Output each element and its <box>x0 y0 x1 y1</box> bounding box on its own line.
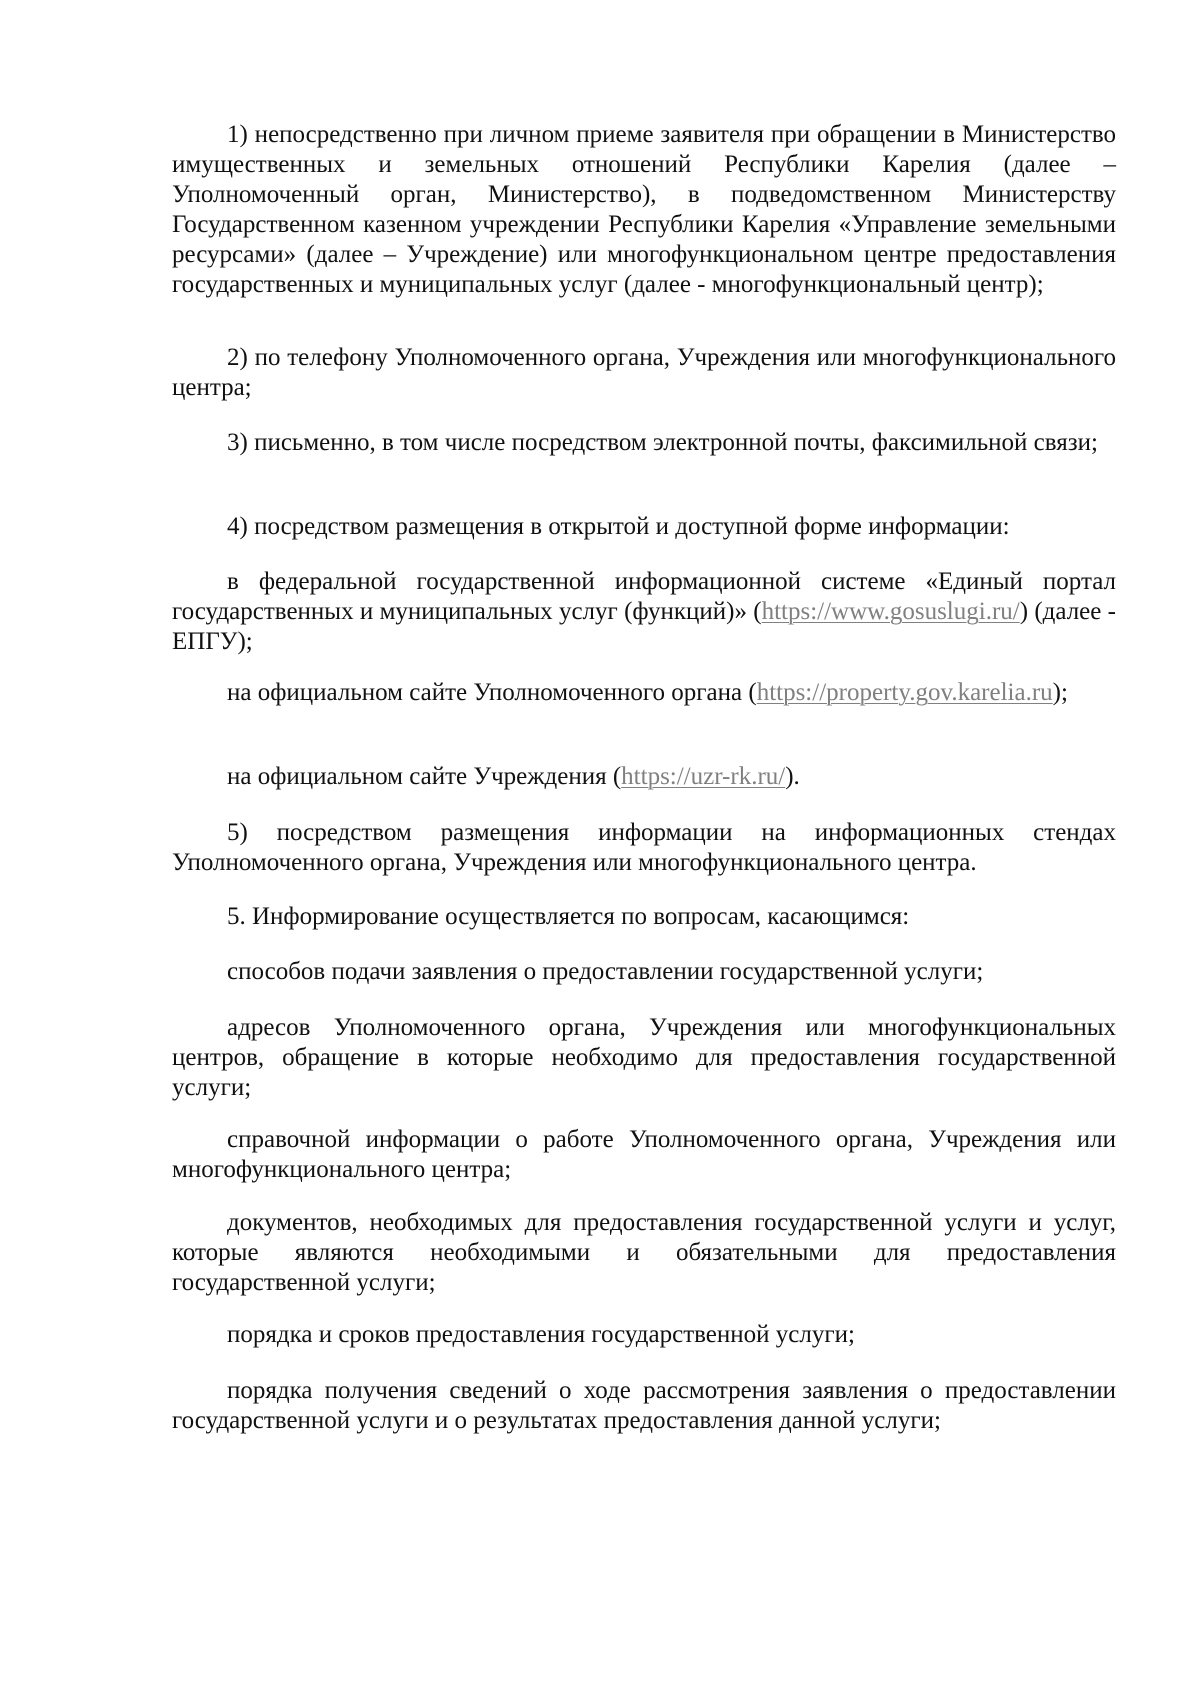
paragraph-6-text-before: на официальном сайте Уполномоченного органа ( <box>227 679 757 706</box>
paragraph-7-text-after: ). <box>785 763 800 790</box>
paragraph-13: документов, необходимых для предоставления государственной услуги и услуг, которые являются необходимыми и обязательными для предоставления государственной услуги; <box>172 1209 1116 1296</box>
paragraph-12: справочной информации о работе Уполномоченного органа, Учреждения или многофункционального центра; <box>172 1126 1116 1183</box>
paragraph-9: 5. Информирование осуществляется по вопросам, касающимся: <box>227 903 910 930</box>
paragraph-1: 1) непосредственно при личном приеме заявителя при обращении в Министерство имущественных и земельных отношений Республики Карелия (далее – Уполномоченный орган, Министерство), в подведомственном Министерству Государственном казенном учреждении Республики Карелия «Управление земельными ресурсами» (далее – Учреждение) или многофункциональном центре предоставления государственных и муниципальных услуг (далее - многофункциональный центр); <box>172 121 1116 298</box>
paragraph-11: адресов Уполномоченного органа, Учреждения или многофункциональных центров, обращение в которые необходимо для предоставления государственной услуги; <box>172 1014 1116 1101</box>
paragraph-8: 5) посредством размещения информации на информационных стендах Уполномоченного органа, Учреждения или многофункционального центра. <box>172 819 1116 876</box>
gosuslugi-link[interactable]: https://www.gosuslugi.ru/ <box>761 598 1020 625</box>
paragraph-6-text-after: ); <box>1052 679 1068 706</box>
paragraph-10: способов подачи заявления о предоставлении государственной услуги; <box>227 958 984 985</box>
paragraph-14: порядка и сроков предоставления государственной услуги; <box>227 1321 855 1348</box>
paragraph-2: 2) по телефону Уполномоченного органа, Учреждения или многофункционального центра; <box>172 344 1116 401</box>
paragraph-15: порядка получения сведений о ходе рассмотрения заявления о предоставлении государственной услуги и о результатах предоставления данной услуги; <box>172 1377 1116 1434</box>
property-karelia-link[interactable]: https://property.gov.karelia.ru <box>756 679 1053 706</box>
uzr-rk-link[interactable]: https://uzr-rk.ru/ <box>621 763 786 790</box>
paragraph-5-text-after: ) (далее - ЕПГУ); <box>172 598 1116 655</box>
paragraph-6 <box>172 678 1116 708</box>
paragraph-7 <box>172 762 1116 792</box>
paragraph-5-text-before: в федеральной государственной информационной системе «Единый портал государственных и муниципальных услуг (функций)» ( <box>172 568 1116 625</box>
paragraph-7-text-before: на официальном сайте Учреждения ( <box>227 763 622 790</box>
paragraph-5 <box>172 567 1116 657</box>
paragraph-4: 4) посредством размещения в открытой и доступной форме информации: <box>227 513 1010 540</box>
paragraph-3: 3) письменно, в том числе посредством электронной почты, факсимильной связи; <box>227 429 1098 456</box>
